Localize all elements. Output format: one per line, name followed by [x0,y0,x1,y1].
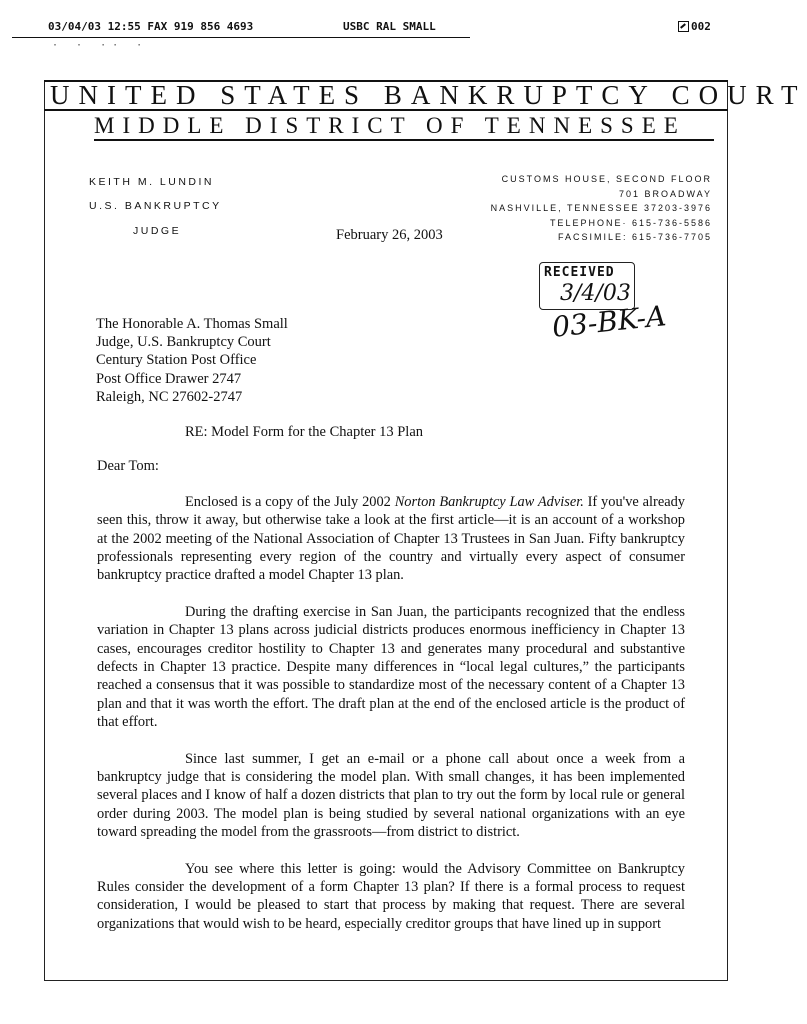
fax-page-icon [678,21,689,32]
fax-page-number: 002 [691,20,711,33]
paragraph-text: If you've already seen this, throw it away, but otherwise take a look at the first article—it is an account of a workshop at the 2002 meeting of the National Association of Chapter 13 Trustees in San Juan. Fifty bankruptcy professionals representing every region of the country and virtually every aspect of consumer bankruptcy practice drafted a model Chapter 13 plan. [97,494,685,584]
received-label: RECEIVED [544,265,615,280]
fax-source: USBC RAL SMALL [343,20,436,33]
address-line: CUSTOMS HOUSE, SECOND FLOOR [501,174,712,184]
publication-title: Norton Bankruptcy Law Adviser. [394,494,584,510]
judge-name: KEITH M. LUNDIN [89,176,215,188]
fax-noise-marks: · · ·· · [52,40,149,51]
address-line: 701 BROADWAY [618,188,712,199]
letter-body [97,493,685,952]
recipient-line: Raleigh, NC 27602-2747 [96,388,243,405]
telephone-line: TELEPHONE· 615-736-5586 [549,217,712,228]
fax-header [48,20,748,36]
body-paragraph: During the drafting exercise in San Juan, the participants recognized that the endless variation in Chapter 13 plans across judicial districts produces enormous inefficiency in Chapter 13 cases, encourages creditor hostility to Chapter 13 and generates many procedural and substantive defects in Chapter 13 practice. Despite many differences in “local legal cultures,” the participants reached a consensus that it was possible to standardize most of the necessary content of a Chapter 13 plan and that it was worth the effort. The draft plan at the end of the enclosed article is the product of that effort. [97,604,685,730]
recipient-line: Post Office Drawer 2747 [96,370,242,387]
received-date: 3/4/03 [560,281,631,306]
fax-page [678,20,711,33]
judge-title: JUDGE [133,225,182,237]
court-title [44,80,807,111]
recipient-line: Century Station Post Office [96,352,257,369]
fax-datetime: 03/04/03 12:55 FAX 919 856 4693 [48,20,254,33]
paragraph-text: Enclosed is a copy of the July 2002 [185,494,395,510]
body-paragraph: You see where this letter is going: would the Advisory Committee on Bankruptcy Rules consider the development of a form Chapter 13 plan? If there is a formal process to request consideration, I would be pleased to start that process by making that request. There are several organizations that would wish to be heard, especially creditor groups that have lined up in support [97,860,685,932]
recipient-line: Judge, U.S. Bankruptcy Court [96,334,271,351]
recipient-address [96,315,288,406]
subject-line: RE: Model Form for the Chapter 13 Plan [185,424,424,440]
letter-date: February 26, 2003 [336,227,443,243]
handwritten-docket-number: 03-BK-A [550,299,668,344]
body-paragraph [97,493,685,584]
address-line: NASHVILLE, TENNESSEE 37203-3976 [490,203,712,214]
salutation: Dear Tom: [97,458,159,474]
recipient-line: The Honorable A. Thomas Small [96,316,288,332]
district-title: MIDDLE DISTRICT OF TENNESSEE [94,113,714,141]
body-paragraph: Since last summer, I get an e-mail or a phone call about once a week from a bankruptcy judge that is considering the model plan. With small changes, it has been implemented several places and I know of half a dozen districts that plan to try out the form by local rule or general order during 2003. The model plan is being studied by several national organizations with an eye toward spreading the model from the grassroots—from district to district. [97,750,685,840]
facsimile-line: FACSIMILE: 615-736-7705 [557,232,712,243]
judge-role: U.S. BANKRUPTCY [89,200,222,212]
court-title-text: UNITED STATES BANKRUPTCY COURT [50,80,807,110]
fax-header-rule [12,37,470,38]
court-address [468,172,712,245]
